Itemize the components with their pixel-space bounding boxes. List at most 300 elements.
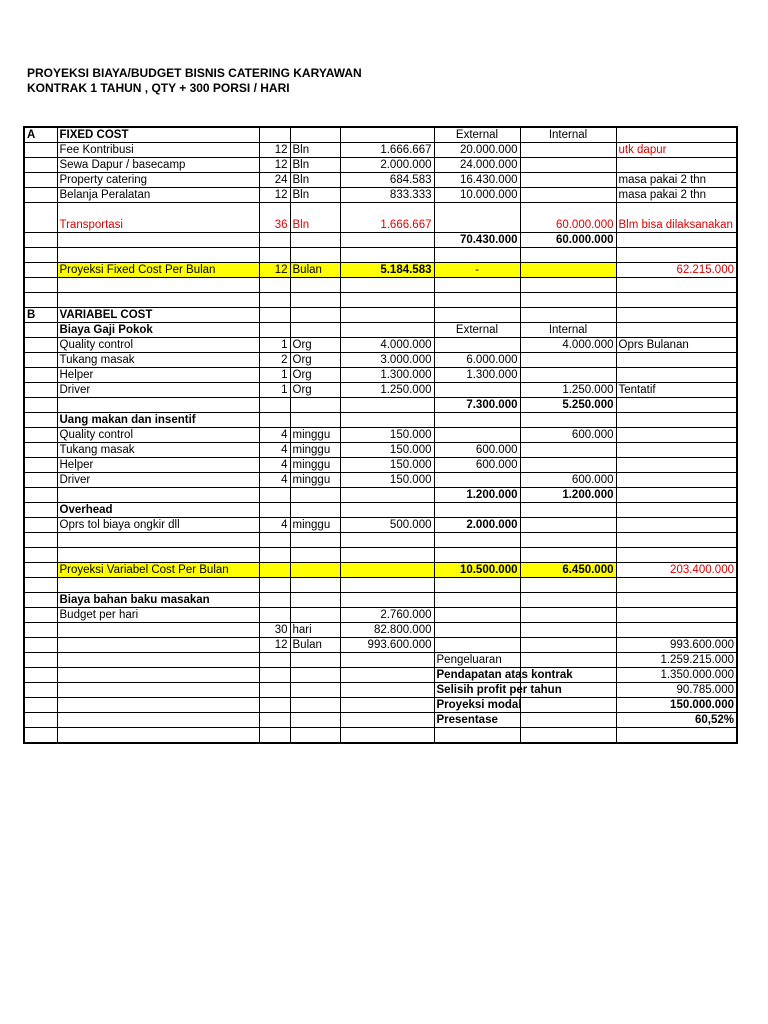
- table-row: [24, 353, 737, 368]
- table-cell: [57, 698, 259, 713]
- table-row: [24, 248, 737, 263]
- table-cell: hari: [290, 623, 340, 638]
- table-row: [24, 413, 737, 428]
- table-cell: [434, 383, 520, 398]
- table-cell: [434, 308, 520, 323]
- table-cell: [290, 668, 340, 683]
- table-cell: 1.200.000: [434, 488, 520, 503]
- table-cell: Bln: [290, 188, 340, 203]
- table-cell: B: [24, 308, 57, 323]
- table-cell: [434, 593, 520, 608]
- table-row: [24, 308, 737, 323]
- table-row: [24, 203, 737, 233]
- table-row: [24, 518, 737, 533]
- table-cell: Uang makan dan insentif: [57, 413, 259, 428]
- table-cell: Proyeksi modal: [434, 698, 520, 713]
- table-body: [24, 127, 737, 743]
- table-row: [24, 653, 737, 668]
- table-cell: 2.760.000: [340, 608, 434, 623]
- table-cell: [24, 683, 57, 698]
- table-cell: [259, 413, 290, 428]
- table-row: [24, 158, 737, 173]
- table-cell: [259, 683, 290, 698]
- table-cell: [259, 563, 290, 578]
- table-row: [24, 278, 737, 293]
- table-cell: [520, 518, 616, 533]
- table-cell: Fee Kontribusi: [57, 143, 259, 158]
- table-cell: Budget per hari: [57, 608, 259, 623]
- table-cell: 4.000.000: [520, 338, 616, 353]
- table-cell: Oprs Bulanan: [616, 338, 737, 353]
- table-cell: [616, 368, 737, 383]
- table-cell: Bulan: [290, 263, 340, 278]
- table-cell: [520, 713, 616, 728]
- table-cell: [24, 638, 57, 653]
- table-cell: [340, 728, 434, 744]
- table-cell: [259, 713, 290, 728]
- table-cell: [520, 368, 616, 383]
- table-cell: Biaya bahan baku masakan: [57, 593, 259, 608]
- table-cell: [616, 593, 737, 608]
- table-cell: minggu: [290, 458, 340, 473]
- table-cell: [616, 158, 737, 173]
- table-row: [24, 533, 737, 548]
- table-cell: [290, 713, 340, 728]
- table-cell: [24, 323, 57, 338]
- table-cell: 90.785.000: [616, 683, 737, 698]
- table-cell: [259, 578, 290, 593]
- table-cell: [616, 413, 737, 428]
- table-cell: [290, 308, 340, 323]
- table-cell: Selisih profit per tahun: [434, 683, 520, 698]
- table-cell: 7.300.000: [434, 398, 520, 413]
- table-cell: 4: [259, 428, 290, 443]
- table-cell: [24, 233, 57, 248]
- table-row: [24, 127, 737, 143]
- table-cell: [520, 698, 616, 713]
- table-cell: 600.000: [520, 473, 616, 488]
- table-cell: [520, 608, 616, 623]
- table-row: [24, 143, 737, 158]
- table-cell: [340, 413, 434, 428]
- table-cell: [340, 563, 434, 578]
- table-cell: [259, 398, 290, 413]
- table-cell: [340, 323, 434, 338]
- table-cell: [24, 473, 57, 488]
- table-cell: External: [434, 127, 520, 143]
- table-cell: 24: [259, 173, 290, 188]
- table-cell: [259, 488, 290, 503]
- table-cell: External: [434, 323, 520, 338]
- table-cell: [24, 413, 57, 428]
- table-cell: FIXED COST: [57, 127, 259, 143]
- table-cell: [616, 248, 737, 263]
- table-cell: 833.333: [340, 188, 434, 203]
- table-row: [24, 338, 737, 353]
- table-cell: [290, 293, 340, 308]
- table-cell: [520, 308, 616, 323]
- table-cell: [290, 593, 340, 608]
- table-cell: [340, 653, 434, 668]
- table-cell: 10.500.000: [434, 563, 520, 578]
- table-row: [24, 713, 737, 728]
- table-row: [24, 383, 737, 398]
- table-cell: [520, 173, 616, 188]
- table-cell: [24, 143, 57, 158]
- table-cell: 5.184.583: [340, 263, 434, 278]
- table-cell: 6.450.000: [520, 563, 616, 578]
- table-cell: [520, 638, 616, 653]
- table-cell: [259, 278, 290, 293]
- table-cell: Driver: [57, 383, 259, 398]
- table-cell: [616, 323, 737, 338]
- table-cell: minggu: [290, 518, 340, 533]
- table-cell: 150.000: [340, 443, 434, 458]
- table-cell: [24, 368, 57, 383]
- table-row: [24, 728, 737, 744]
- table-cell: 1: [259, 338, 290, 353]
- table-cell: [24, 578, 57, 593]
- table-cell: [259, 698, 290, 713]
- table-cell: 12: [259, 263, 290, 278]
- table-cell: [616, 443, 737, 458]
- table-row: [24, 563, 737, 578]
- table-cell: [520, 503, 616, 518]
- table-cell: Oprs tol biaya ongkir dll: [57, 518, 259, 533]
- table-cell: [57, 233, 259, 248]
- table-row: [24, 503, 737, 518]
- table-cell: [434, 503, 520, 518]
- table-cell: [24, 188, 57, 203]
- table-cell: [520, 623, 616, 638]
- table-cell: Bln: [290, 173, 340, 188]
- table-cell: 6.000.000: [434, 353, 520, 368]
- table-row: [24, 323, 737, 338]
- table-cell: 24.000.000: [434, 158, 520, 173]
- table-cell: minggu: [290, 473, 340, 488]
- table-cell: Driver: [57, 473, 259, 488]
- table-row: [24, 548, 737, 563]
- table-cell: [259, 308, 290, 323]
- table-cell: [434, 338, 520, 353]
- table-cell: Org: [290, 383, 340, 398]
- table-cell: Quality control: [57, 338, 259, 353]
- budget-table: [23, 126, 738, 744]
- table-cell: [520, 188, 616, 203]
- table-cell: [616, 518, 737, 533]
- table-cell: [259, 233, 290, 248]
- table-cell: 684.583: [340, 173, 434, 188]
- table-row: [24, 638, 737, 653]
- table-cell: [259, 608, 290, 623]
- table-row: [24, 608, 737, 623]
- table-cell: [520, 458, 616, 473]
- table-cell: [290, 488, 340, 503]
- table-cell: [434, 548, 520, 563]
- table-cell: [24, 383, 57, 398]
- table-cell: [24, 503, 57, 518]
- table-cell: [24, 158, 57, 173]
- table-cell: minggu: [290, 428, 340, 443]
- table-row: [24, 698, 737, 713]
- table-cell: Property catering: [57, 173, 259, 188]
- table-cell: [340, 533, 434, 548]
- table-cell: Bln: [290, 143, 340, 158]
- table-cell: [24, 263, 57, 278]
- table-cell: Quality control: [57, 428, 259, 443]
- table-cell: [24, 623, 57, 638]
- table-cell: Bulan: [290, 638, 340, 653]
- table-cell: [340, 713, 434, 728]
- table-cell: 1.350.000.000: [616, 668, 737, 683]
- table-cell: 600.000: [434, 443, 520, 458]
- table-cell: [340, 248, 434, 263]
- table-row: [24, 473, 737, 488]
- table-cell: Helper: [57, 368, 259, 383]
- table-cell: [616, 308, 737, 323]
- table-cell: [616, 473, 737, 488]
- table-cell: [290, 323, 340, 338]
- table-cell: [616, 503, 737, 518]
- table-cell: 4: [259, 458, 290, 473]
- table-row: [24, 443, 737, 458]
- table-cell: Tukang masak: [57, 353, 259, 368]
- table-cell: [24, 173, 57, 188]
- table-cell: masa pakai 2 thn: [616, 188, 737, 203]
- table-cell: Tukang masak: [57, 443, 259, 458]
- table-row: [24, 368, 737, 383]
- table-cell: [434, 428, 520, 443]
- table-cell: Org: [290, 338, 340, 353]
- table-cell: 500.000: [340, 518, 434, 533]
- table-cell: [24, 203, 57, 233]
- table-cell: [24, 728, 57, 744]
- table-cell: 150.000.000: [616, 698, 737, 713]
- table-cell: [24, 518, 57, 533]
- table-cell: 1: [259, 368, 290, 383]
- table-cell: [259, 653, 290, 668]
- table-cell: [434, 413, 520, 428]
- table-cell: [434, 638, 520, 653]
- table-cell: [290, 563, 340, 578]
- table-cell: [259, 503, 290, 518]
- table-cell: [434, 203, 520, 233]
- table-cell: [24, 488, 57, 503]
- table-row: [24, 428, 737, 443]
- table-cell: Biaya Gaji Pokok: [57, 323, 259, 338]
- table-cell: 1.250.000: [520, 383, 616, 398]
- table-cell: 150.000: [340, 458, 434, 473]
- table-cell: 60,52%: [616, 713, 737, 728]
- table-row: [24, 173, 737, 188]
- table-cell: 70.430.000: [434, 233, 520, 248]
- table-cell: [57, 713, 259, 728]
- table-cell: 4: [259, 443, 290, 458]
- table-cell: [57, 653, 259, 668]
- table-cell: [616, 623, 737, 638]
- table-cell: [24, 713, 57, 728]
- table-cell: [57, 398, 259, 413]
- table-cell: [57, 728, 259, 744]
- table-cell: [24, 548, 57, 563]
- table-cell: [616, 278, 737, 293]
- table-cell: [434, 278, 520, 293]
- table-cell: Proyeksi Variabel Cost Per Bulan: [57, 563, 259, 578]
- table-cell: [340, 578, 434, 593]
- table-cell: [340, 293, 434, 308]
- table-cell: [290, 578, 340, 593]
- table-cell: 600.000: [520, 428, 616, 443]
- table-cell: [520, 353, 616, 368]
- table-cell: [434, 623, 520, 638]
- table-cell: [520, 278, 616, 293]
- table-cell: 60.000.000: [520, 233, 616, 248]
- table-cell: 1.259.215.000: [616, 653, 737, 668]
- table-cell: [616, 548, 737, 563]
- table-cell: [24, 458, 57, 473]
- table-cell: [24, 698, 57, 713]
- table-cell: 60.000.000: [520, 203, 616, 233]
- table-cell: [520, 443, 616, 458]
- table-cell: 150.000: [340, 473, 434, 488]
- table-cell: [616, 398, 737, 413]
- table-cell: 1.666.667: [340, 143, 434, 158]
- table-cell: 993.600.000: [616, 638, 737, 653]
- table-cell: [57, 293, 259, 308]
- table-cell: [520, 293, 616, 308]
- table-cell: [616, 578, 737, 593]
- table-cell: 36: [259, 203, 290, 233]
- table-cell: [259, 593, 290, 608]
- table-cell: 4: [259, 473, 290, 488]
- table-cell: [520, 248, 616, 263]
- table-cell: [616, 608, 737, 623]
- table-cell: [616, 428, 737, 443]
- table-cell: [340, 503, 434, 518]
- table-cell: [290, 683, 340, 698]
- table-cell: [616, 488, 737, 503]
- table-cell: 12: [259, 143, 290, 158]
- table-cell: [340, 548, 434, 563]
- table-cell: [24, 428, 57, 443]
- table-cell: [259, 728, 290, 744]
- table-cell: [57, 488, 259, 503]
- table-cell: [616, 233, 737, 248]
- table-cell: 1: [259, 383, 290, 398]
- table-row: [24, 398, 737, 413]
- table-row: [24, 593, 737, 608]
- table-cell: 20.000.000: [434, 143, 520, 158]
- table-cell: [290, 233, 340, 248]
- table-cell: [290, 413, 340, 428]
- table-cell: [24, 443, 57, 458]
- table-cell: [290, 127, 340, 143]
- table-cell: Tentatif: [616, 383, 737, 398]
- table-cell: [616, 728, 737, 744]
- table-cell: Org: [290, 368, 340, 383]
- table-cell: 16.430.000: [434, 173, 520, 188]
- table-row: [24, 623, 737, 638]
- table-cell: [616, 458, 737, 473]
- table-cell: [434, 473, 520, 488]
- table-cell: [340, 278, 434, 293]
- table-row: [24, 458, 737, 473]
- table-cell: Bln: [290, 203, 340, 233]
- table-cell: 993.600.000: [340, 638, 434, 653]
- table-cell: [57, 248, 259, 263]
- table-cell: [434, 578, 520, 593]
- table-cell: [259, 127, 290, 143]
- table-cell: 2.000.000: [340, 158, 434, 173]
- table-cell: 1.250.000: [340, 383, 434, 398]
- table-cell: [520, 158, 616, 173]
- table-cell: utk dapur: [616, 143, 737, 158]
- table-cell: [520, 653, 616, 668]
- table-cell: [520, 578, 616, 593]
- table-cell: 82.800.000: [340, 623, 434, 638]
- table-cell: [434, 293, 520, 308]
- table-cell: [290, 248, 340, 263]
- table-cell: [290, 278, 340, 293]
- table-cell: 30: [259, 623, 290, 638]
- table-cell: Overhead: [57, 503, 259, 518]
- table-cell: [259, 248, 290, 263]
- table-cell: [24, 398, 57, 413]
- table-cell: [290, 548, 340, 563]
- table-cell: [520, 263, 616, 278]
- table-cell: [259, 548, 290, 563]
- table-cell: 1.666.667: [340, 203, 434, 233]
- table-cell: [57, 668, 259, 683]
- table-cell: masa pakai 2 thn: [616, 173, 737, 188]
- table-cell: [520, 593, 616, 608]
- table-cell: [340, 668, 434, 683]
- table-cell: VARIABEL COST: [57, 308, 259, 323]
- table-row: [24, 578, 737, 593]
- table-row: [24, 263, 737, 278]
- table-cell: [290, 503, 340, 518]
- table-cell: [434, 608, 520, 623]
- table-cell: [24, 668, 57, 683]
- table-cell: [340, 308, 434, 323]
- table-cell: [616, 293, 737, 308]
- table-cell: Sewa Dapur / basecamp: [57, 158, 259, 173]
- table-cell: [24, 608, 57, 623]
- table-cell: [57, 683, 259, 698]
- table-cell: [520, 533, 616, 548]
- table-cell: [24, 293, 57, 308]
- table-cell: Internal: [520, 323, 616, 338]
- table-cell: 1.300.000: [340, 368, 434, 383]
- table-row: [24, 488, 737, 503]
- table-row: [24, 233, 737, 248]
- table-cell: [434, 728, 520, 744]
- table-row: [24, 668, 737, 683]
- table-cell: [57, 638, 259, 653]
- table-cell: 150.000: [340, 428, 434, 443]
- table-cell: [340, 233, 434, 248]
- table-cell: [290, 653, 340, 668]
- table-cell: 2: [259, 353, 290, 368]
- table-cell: [340, 683, 434, 698]
- table-cell: [340, 127, 434, 143]
- table-cell: A: [24, 127, 57, 143]
- table-cell: 4: [259, 518, 290, 533]
- table-cell: Blm bisa dilaksanakan: [616, 203, 737, 233]
- table-cell: [24, 248, 57, 263]
- sheet-subtitle: KONTRAK 1 TAHUN , QTY + 300 PORSI / HARI: [27, 81, 290, 95]
- table-cell: [24, 593, 57, 608]
